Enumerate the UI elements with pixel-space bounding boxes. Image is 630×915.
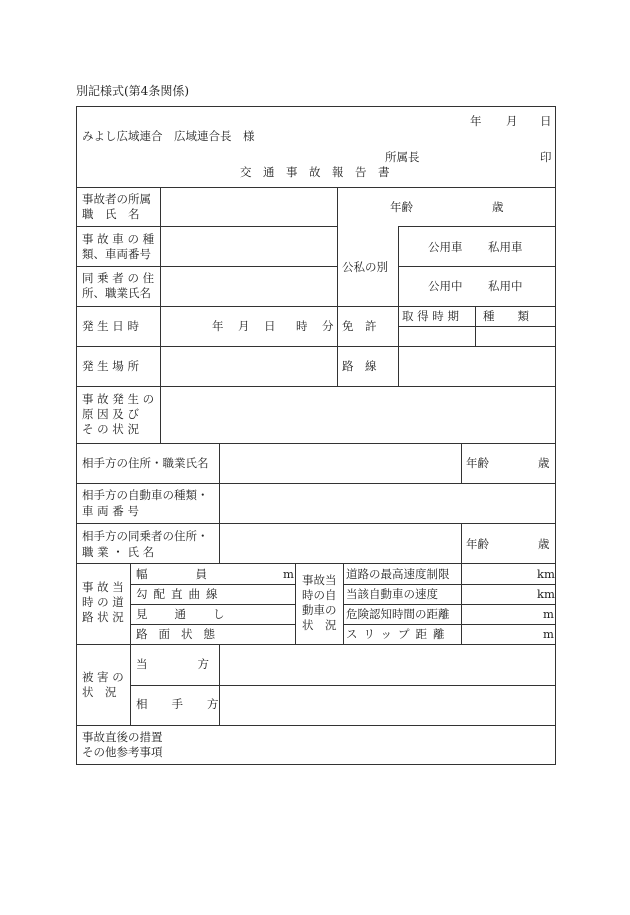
col-divider (130, 563, 131, 725)
speed-limit-label: 道路の最高速度制限 (346, 567, 450, 581)
damage-other-field[interactable] (219, 684, 555, 724)
other-address-label: 相手方の住所・職業氏名 (82, 456, 209, 470)
col-divider (461, 523, 462, 563)
col-divider (461, 563, 462, 644)
damage-own-field[interactable] (219, 643, 555, 684)
datetime-day: 日 (264, 319, 276, 333)
own-speed-unit: km (537, 587, 555, 601)
reporter-label: 事故者の所属 職 氏 名 (82, 192, 151, 221)
other-passenger-field[interactable] (219, 523, 461, 563)
date-day-label: 日 (540, 114, 552, 128)
road-width-label: 幅員 (136, 567, 255, 581)
place-label: 発 生 場 所 (82, 359, 139, 373)
row-divider (343, 604, 555, 605)
road-gradient-label: 勾配直曲線 (136, 587, 224, 601)
measures-label: 事故直後の措置 その他参考事項 (82, 730, 163, 759)
public-car-option[interactable]: 公用車 (428, 240, 463, 254)
speed-limit-unit: km (537, 567, 555, 581)
danger-distance-unit: m (543, 607, 554, 621)
datetime-month: 月 (238, 319, 250, 333)
vehicle-label: 事 故 車 の 種 類、車両番号 (82, 232, 155, 261)
license-type-label: 種 類 (483, 309, 529, 323)
license-label: 免 許 (342, 319, 377, 333)
other-passenger-age-unit: 歳 (538, 537, 550, 551)
road-condition-label: 事 故 当 時 の 道 路 状 況 (82, 580, 124, 624)
place-field[interactable] (160, 346, 336, 386)
public-use-option[interactable]: 公用中 (428, 279, 463, 293)
other-age-unit: 歳 (538, 456, 550, 470)
row-divider (343, 584, 555, 585)
datetime-label: 発 生 日 時 (82, 319, 139, 333)
age-unit: 歳 (492, 200, 504, 214)
datetime-year: 年 (212, 319, 224, 333)
other-address-field[interactable] (219, 443, 461, 483)
own-speed-label: 当該自動車の速度 (346, 587, 438, 601)
vehicle-state-label: 事故当 時の自 動車の 状 況 (302, 573, 337, 632)
route-field[interactable] (398, 346, 555, 386)
addressee: みよし広域連合 広域連合長 様 (82, 129, 255, 143)
private-use-option[interactable]: 私用中 (488, 279, 523, 293)
col-divider (337, 187, 338, 386)
other-vehicle-number-text: 車 両 番 号 (82, 504, 139, 518)
row-divider (77, 306, 555, 307)
other-passenger-age-label: 年齢 (466, 537, 489, 551)
affiliation-head-label: 所属長 (385, 150, 420, 164)
col-divider (461, 443, 462, 483)
datetime-minute: 分 (322, 319, 334, 333)
col-divider (475, 306, 476, 346)
danger-distance-label: 危険認知時間の距離 (346, 607, 450, 621)
col-divider (295, 563, 296, 644)
damage-label: 被 害 の 状 況 (82, 670, 124, 699)
measures-field[interactable] (180, 724, 555, 764)
damage-own-label: 当方 (136, 657, 259, 671)
license-date-label: 取 得 時 期 (402, 309, 459, 323)
row-divider (77, 266, 337, 267)
road-visibility-label: 見通し (136, 607, 252, 621)
row-divider (77, 563, 555, 564)
datetime-hour: 時 (296, 319, 308, 333)
date-year-label: 年 (470, 114, 482, 128)
other-passenger-label: 相手方の同乗者の住所・ (82, 529, 209, 543)
cause-label: 事 故 発 生 の 原 因 及 び そ の 状 況 (82, 392, 155, 436)
row-divider (398, 226, 555, 227)
other-vehicle-field[interactable] (219, 483, 555, 523)
other-passenger-occupation-label: 職 業 ・ 氏 名 (82, 545, 155, 559)
other-age-label: 年齢 (466, 456, 489, 470)
route-label: 路 線 (342, 359, 377, 373)
row-divider (130, 584, 295, 585)
form-title: 交 通 事 故 報 告 書 (240, 165, 390, 179)
seal-mark: 印 (540, 150, 552, 164)
slip-distance-label: スリップ距離 (346, 627, 451, 641)
public-private-label: 公私の別 (342, 260, 388, 274)
age-label: 年齢 (390, 200, 413, 214)
row-divider (130, 624, 295, 625)
private-car-option[interactable]: 私用車 (488, 240, 523, 254)
reporter-field[interactable] (160, 187, 336, 266)
col-divider (343, 563, 344, 644)
row-divider (398, 326, 555, 327)
row-divider (398, 266, 555, 267)
row-divider (130, 604, 295, 605)
date-month-label: 月 (506, 114, 518, 128)
passenger-label: 同 乗 者 の 住 所、職業氏名 (82, 271, 155, 300)
row-divider (343, 624, 555, 625)
slip-distance-unit: m (543, 627, 554, 641)
road-width-unit: m (283, 567, 294, 581)
road-surface-label: 路面状態 (136, 627, 226, 641)
damage-other-label: 相手方 (136, 697, 243, 711)
form-caption: 別記様式(第4条関係) (76, 84, 189, 98)
cause-field[interactable] (160, 386, 555, 443)
other-vehicle-label: 相手方の自動車の種類・ (82, 488, 209, 502)
other-vehicle-number-label (82, 504, 212, 518)
